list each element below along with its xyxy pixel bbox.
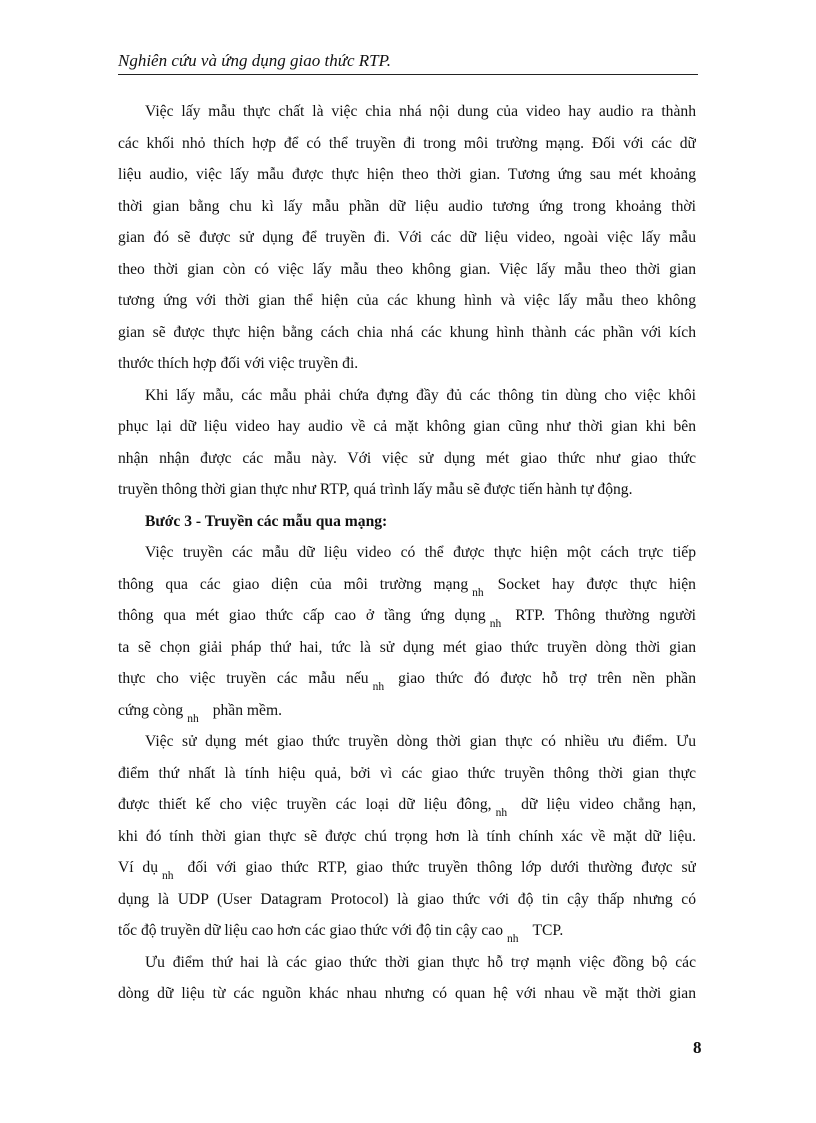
text-segment: giao thức đó được hỗ trợ trên nền phần — [398, 670, 696, 687]
document-body — [118, 96, 696, 1010]
text-line — [118, 569, 696, 601]
text-segment: dòng dữ liệu từ các nguồn khác nhau nhưng có quan hệ với nhau về mặt thời gian — [118, 985, 696, 1002]
text-line — [118, 726, 696, 758]
text-line — [118, 789, 696, 821]
text-line: theo thời gian còn có việc lấy mẫu theo không gian. Việc lấy mẫu theo thời gian — [118, 260, 696, 278]
nh-marker: nh — [472, 586, 484, 599]
text-line — [118, 600, 696, 632]
text-segment: ta sẽ chọn giải pháp thứ hai, tức là sử dụng mét giao thức truyền dòng thời gian — [118, 638, 696, 656]
section-heading: Bước 3 - Truyền các mẫu qua mạng: — [145, 512, 388, 530]
text-segment: dữ liệu video chẳng hạn, — [521, 796, 696, 813]
text-segment: Việc truyền các mẫu dữ liệu video có thể được thực hiện một cách trực tiếp — [145, 544, 696, 561]
text-line: nhận nhận được các mẫu này. Với việc sử dụng mét giao thức như giao thức — [118, 449, 696, 467]
text-segment: RTP. Thông thường người — [515, 607, 696, 624]
text-segment: khi đó tính thời gian thực sẽ được chú trọng hơn là tính chính xác về mặt dữ liệu. — [118, 827, 696, 845]
text-segment: được thiết kế cho việc truyền các loại dữ liệu đông, — [118, 796, 492, 813]
text-segment: Ví dụ — [118, 859, 159, 876]
text-line: thời gian bằng chu kì lấy mẫu phần dữ liệu audio tương ứng trong khoảng thời — [118, 197, 696, 215]
text-segment: Socket hay được thực hiện — [497, 575, 696, 593]
text-segment: thực cho việc truyền các mẫu nếu — [118, 670, 369, 687]
text-segment: Việc sử dụng mét giao thức truyền dòng thời gian thực có nhiều ưu điểm. Ưu — [145, 733, 696, 750]
text-line: các khối nhỏ thích hợp để có thể truyền đi trong môi trường mạng. Đối với các dữ — [118, 134, 696, 152]
text-segment: thông qua mét giao thức cấp cao ở tầng ứng dụng — [118, 607, 486, 624]
text-segment: đối với giao thức RTP, giao thức truyền thông lớp dưới thường được sử — [187, 859, 696, 876]
text-segment: thông qua các giao diện của môi trường mạng — [118, 575, 469, 593]
text-line: gian đó sẽ được sử dụng để truyền đi. Với các dữ liệu video, ngoài việc lấy mẫu — [118, 229, 696, 246]
text-line: Việc lấy mẫu thực chất là việc chia nhá nội dung của video hay audio ra thành — [145, 103, 696, 120]
text-line — [118, 821, 696, 853]
text-line: thước thích hợp đối với việc truyền đi. — [118, 355, 359, 372]
nh-marker: nh — [187, 712, 199, 725]
text-line: phục lại dữ liệu video hay audio về cả mặt không gian cũng như thời gian khi bên — [118, 418, 696, 435]
text-segment: cứng còng — [118, 701, 184, 719]
text-line: truyền thông thời gian thực như RTP, quá trình lấy mẫu sẽ được tiến hành tự động. — [118, 481, 633, 498]
nh-marker: nh — [372, 681, 385, 693]
nh-marker: nh — [507, 933, 519, 945]
nh-marker: nh — [495, 807, 508, 819]
text-line — [118, 978, 696, 1010]
text-segment: điểm thứ nhất là tính hiệu quả, bởi vì các giao thức truyền thông thời gian thực — [118, 764, 696, 782]
text-line — [118, 852, 696, 884]
text-line: liệu audio, việc lấy mẫu được thực hiện theo thời gian. Tương ứng sau mét khoảng — [118, 166, 696, 183]
text-line: tương ứng với thời gian thể hiện của các khung hình và việc lấy mẫu theo không — [118, 292, 696, 309]
text-line — [118, 915, 696, 947]
text-line — [118, 663, 696, 695]
text-line — [118, 947, 696, 979]
text-line — [118, 758, 696, 790]
text-line — [118, 695, 696, 727]
text-segment: Ưu điểm thứ hai là các giao thức thời gian thực hỗ trợ mạnh việc đồng bộ các — [145, 953, 696, 971]
text-line — [118, 884, 696, 916]
nh-marker: nh — [489, 618, 502, 630]
text-line — [118, 632, 696, 664]
page-number: 8 — [693, 1038, 702, 1057]
text-segment: phần mềm. — [212, 701, 282, 719]
text-line: gian sẽ được thực hiện bằng cách chia nhá các khung hình thành các phần với kích — [118, 323, 696, 341]
text-line — [118, 537, 696, 569]
text-segment: tốc độ truyền dữ liệu cao hơn các giao thức với độ tin cậy cao — [118, 922, 503, 939]
header-rule — [118, 74, 698, 75]
text-line: Khi lấy mẫu, các mẫu phải chứa đựng đầy đủ các thông tin dùng cho việc khôi — [145, 386, 696, 404]
nh-marker: nh — [162, 870, 174, 882]
text-segment: TCP. — [532, 922, 564, 939]
page-header-title: Nghiên cứu và ứng dụng giao thức RTP. — [118, 51, 392, 70]
text-segment: dụng là UDP (User Datagram Protocol) là giao thức với độ tin cậy thấp nhưng có — [118, 890, 696, 908]
